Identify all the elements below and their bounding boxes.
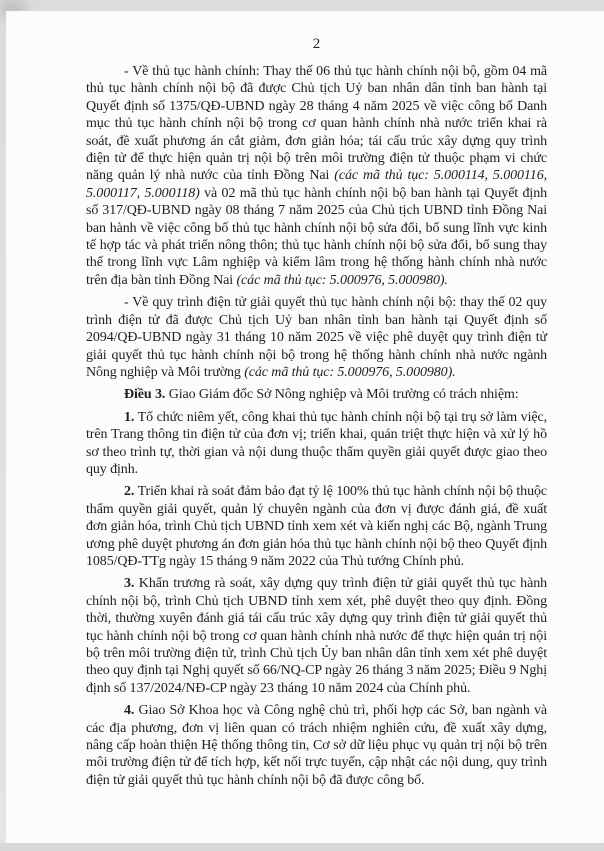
paragraph-bullet-ve-thu-tuc-hanh-chinh bbox=[86, 63, 547, 289]
paragraph-muc-3 bbox=[86, 575, 547, 697]
text-run: Điều 3. bbox=[124, 387, 166, 403]
page-content bbox=[6, 11, 604, 789]
text-run: và 02 mã thủ tục hành chính nội bộ ban hành tại Quyết định số 317/QĐ-UBND ngày 08 tháng 7 năm 2025 của Chủ tịch UBND tỉnh Đồng Nai ban hành về việc công bố thủ tục hành chính nội bộ sửa đổi, bổ sung lĩnh vực kinh tế hợp tác và phát triển nông thôn; thủ tục hành chính nội bộ sửa đổi, bổ sung thay thế trong lĩnh vực Lâm nghiệp và kiểm lâm trong hệ thống hành chính nhà nước trên địa bàn tỉnh Đồng Nai bbox=[86, 185, 547, 288]
text-run: 1. bbox=[124, 409, 135, 425]
scan-bottom-edge bbox=[0, 843, 604, 851]
paragraph-muc-4 bbox=[86, 702, 547, 789]
paragraph-muc-2 bbox=[86, 483, 547, 570]
text-run: - Về thủ tục hành chính: Thay thế 06 thủ tục hành chính nội bộ, gồm 04 mã thủ tục hành chính nội bộ đã được Chủ tịch Uỷ ban nhân dân tỉnh ban hành tại Quyết định số 1375/QĐ-UBND ngày 28 tháng 4 năm 2025 về việc công bố Danh mục thủ tục hành chính nội bộ trong cơ quan hành chính nhà nước triển khai rà soát, đề xuất phương án cắt giảm, đơn giản hóa; tái cấu trúc xây dựng quy trình điện tử để thực hiện quản trị nội bộ trên môi trường điện tử thuộc phạm vi chức năng quản lý nhà nước của tỉnh Đồng Nai bbox=[86, 64, 547, 184]
paragraph-bullet-ve-quy-trinh-dien-tu bbox=[86, 294, 547, 381]
text-run: Giao Giám đốc Sở Nông nghiệp và Môi trường có trách nhiệm: bbox=[165, 387, 519, 403]
text-run: - Về quy trình điện tử giải quyết thủ tục hành chính nội bộ: thay thế 02 quy trình điện tử đã được Chủ tịch Uỷ ban nhân tỉnh ban hành tại Quyết định số 2094/QĐ-UBND ngày 31 tháng 10 năm 2025 về việc phê duyệt quy trình điện tử giải quyết thủ tục hành chính nội bộ trong hệ thống hành chính nhà nước ngành Nông nghiệp và Môi trường bbox=[86, 295, 547, 380]
text-run: (các mã thủ tục: 5.000976, 5.000980). bbox=[244, 364, 456, 380]
text-run: 4. bbox=[124, 703, 135, 719]
paragraph-muc-1 bbox=[86, 409, 547, 479]
text-run: Khẩn trương rà soát, xây dựng quy trình điện tử giải quyết thủ tục hành chính nội bộ, trình Chủ tịch UBND tỉnh xem xét, phê duyệt theo quy định. Đồng thời, thường xuyên đánh giá tái cấu trúc xây dựng quy trình điện tử giải quyết thủ tục hành chính nội bộ trong cơ quan hành chính nhà nước để thực hiện quản trị nội bộ trên môi trường điện tử, trình Chủ tịch Ủy ban nhân dân tỉnh xem xét phê duyệt theo quy định tại Nghị quyết số 66/NQ-CP ngày 26 tháng 3 năm 2025; Điều 9 Nghị định số 137/2024/NĐ-CP ngày 23 tháng 10 năm 2024 của Chính phủ. bbox=[86, 576, 547, 696]
text-run: (các mã thủ tục: 5.000976, 5.000980). bbox=[236, 272, 448, 288]
text-run: Tổ chức niêm yết, công khai thủ tục hành chính nội bộ tại trụ sở làm việc, trên Trang thông tin điện tử của đơn vị; triển khai, quán triệt thực hiện và xử lý hồ sơ theo trình tự, thời gian và nội dung thuộc thẩm quyền giải quyết được giao theo quy định. bbox=[86, 409, 547, 477]
page-number: 2 bbox=[312, 36, 321, 52]
text-run: (các mã thủ tục: 5.000114, 5.000116, 5.000117, 5.000118) bbox=[86, 168, 547, 201]
text-run: Triển khai rà soát đảm bảo đạt tỷ lệ 100% thủ tục hành chính nội bộ thuộc thẩm quyền giải quyết, quản lý chuyên ngành của đơn vị được đánh giá, đề xuất đơn giản hóa, trình Chủ tịch UBND tỉnh xem xét và kiến nghị các Bộ, ngành Trung ương phê duyệt phương án đơn giản hóa thủ tục hành chính nội bộ theo Quyết định 1085/QĐ-TTg ngày 15 tháng 9 năm 2022 của Thủ tướng Chính phủ. bbox=[86, 484, 547, 569]
text-run: 3. bbox=[124, 576, 135, 592]
document-body bbox=[86, 63, 547, 789]
paragraph-dieu-3-heading bbox=[86, 386, 547, 403]
text-run: Giao Sở Khoa học và Công nghệ chủ trì, phối hợp các Sở, ban ngành và các địa phương, đơn vị liên quan có trách nhiệm nghiên cứu, đề xuất xây dựng, nâng cấp hoàn thiện Hệ thống thông tin, Cơ sở dữ liệu phục vụ quản trị nội bộ trên môi trường điện tử để tích hợp, kết nối trực tuyến, cập nhật các nội dung, quy trình điện tử giải quyết thủ tục hành chính nội bộ đã được công bố. bbox=[86, 703, 547, 788]
document-page bbox=[6, 11, 604, 843]
text-run: 2. bbox=[124, 484, 135, 500]
